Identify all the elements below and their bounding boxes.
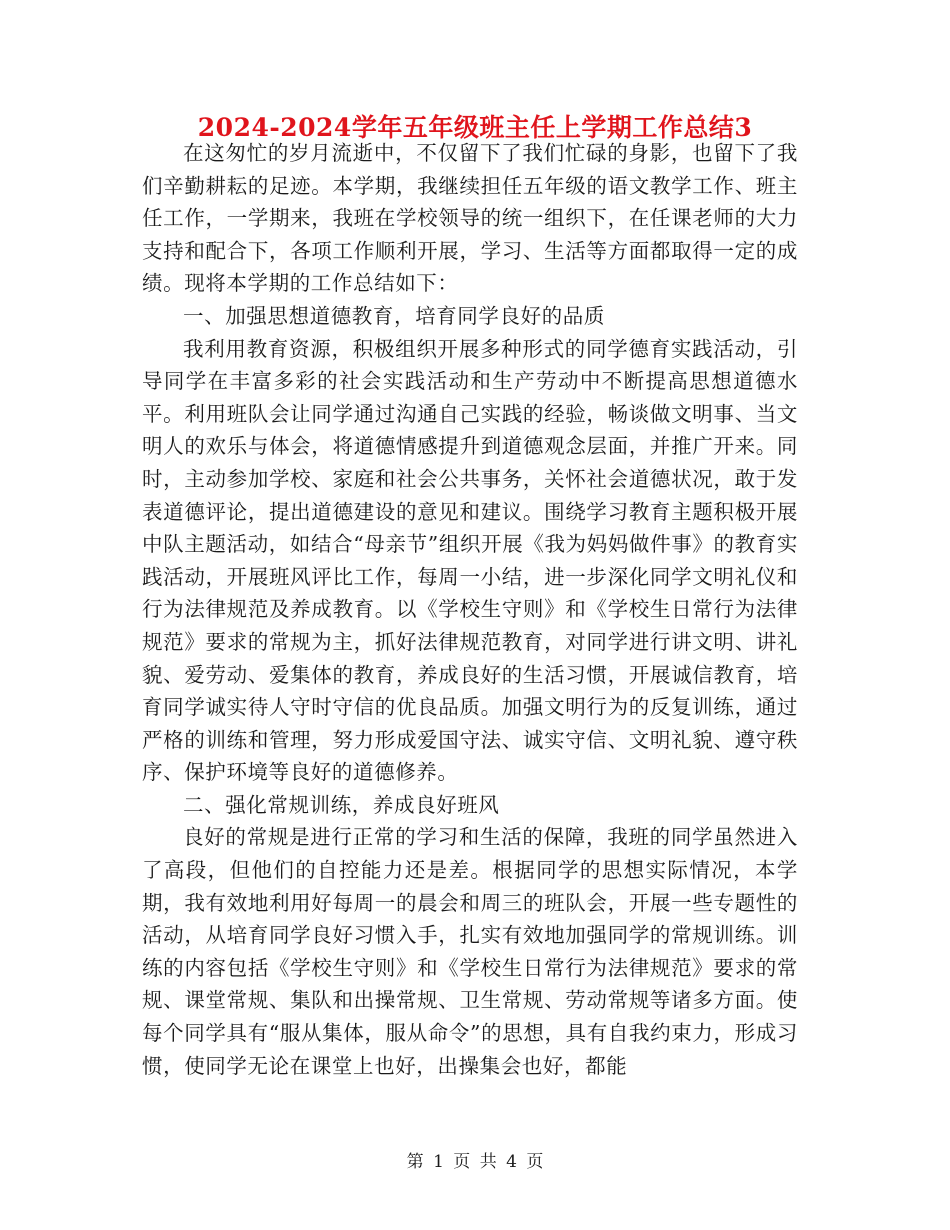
- section-2-paragraph: 良好的常规是进行正常的学习和生活的保障，我班的同学虽然进入了高段，但他们的自控能力还是差。根据同学的思想实际情况，本学期，我有效地利用好每周一的晨会和周三的班队会，开展一些专题性的活动，从培育同学良好习惯入手，扎实有效地加强同学的常规训练。训练的内容包括《学校生守则》和《学校生日常行为法律规范》要求的常规、课堂常规、集队和出操常规、卫生常规、劳动常规等诸多方面。使每个同学具有“服从集体，服从命令”的思想，具有自我约束力，形成习惯，使同学无论在课堂上也好，出操集会也好，都能: [142, 825, 798, 1078]
- page-footer: 第 1 页 共 4 页: [406, 1152, 544, 1172]
- section-heading-1: 一、加强思想道德教育，培育同学良好的品质: [183, 303, 605, 328]
- intro-paragraph: 在这匆忙的岁月流逝中，不仅留下了我们忙碌的身影，也留下了我们辛勤耕耘的足迹。本学期，我继续担任五年级的语文教学工作、班主任工作，一学期来，我班在学校领导的统一组织下，在任课老师的大力支持和配合下，各项工作顺利开展，学习、生活等方面都取得一定的成绩。现将本学期的工作总结如下：: [142, 141, 798, 296]
- document-title: 2024-2024学年五年级班主任上学期工作总结3: [197, 113, 753, 142]
- section-heading-2: 二、强化常规训练，养成良好班风: [183, 792, 500, 817]
- document-body: [142, 137, 798, 1082]
- section-1-paragraph: 我利用教育资源，积极组织开展多种形式的同学德育实践活动，引导同学在丰富多彩的社会实践活动和生产劳动中不断提高思想道德水平。利用班队会让同学通过沟通自己实践的经验，畅谈做文明事、当文明人的欢乐与体会，将道德情感提升到道德观念层面，并推广开来。同时，主动参加学校、家庭和社会公共事务，关怀社会道德状况，敢于发表道德评论，提出道德建设的意见和建议。围绕学习教育主题积极开展中队主题活动，如结合“母亲节”组织开展《我为妈妈做件事》的教育实践活动，开展班风评比工作，每周一小结，进一步深化同学文明礼仪和行为法律规范及养成教育。以《学校生守则》和《学校生日常行为法律规范》要求的常规为主，抓好法律规范教育，对同学进行讲文明、讲礼貌、爱劳动、爱集体的教育，养成良好的生活习惯，开展诚信教育，培育同学诚实待人守时守信的优良品质。加强文明行为的反复训练，通过严格的训练和管理，努力形成爱国守法、诚实守信、文明礼貌、遵守秩序、保护环境等良好的道德修养。: [142, 336, 798, 785]
